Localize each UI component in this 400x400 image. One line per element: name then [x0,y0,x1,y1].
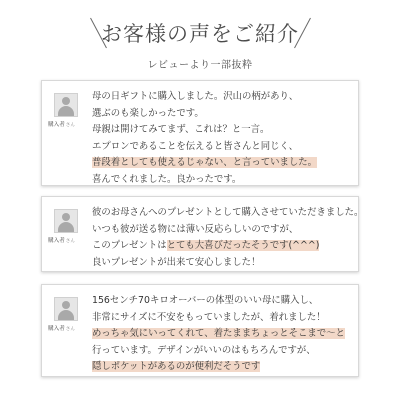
avatar-placeholder-icon [54,209,78,233]
review-line: 非常にサイズに不安をもっていましたが、着れました！ [92,311,326,323]
review-line: 母の日ギフトに購入しました。沢山の柄があり、 [92,91,299,102]
reviewer-name: 購入者さん [48,326,75,332]
review-line [92,359,352,376]
section-header [0,16,400,70]
reviewer-info [48,297,82,332]
review-line: エプロンであることを伝えると皆さんと同じく、 [92,140,299,152]
review-card [41,196,364,272]
review-card [41,284,359,377]
review-text [92,89,352,188]
review-line: 選ぶのも楽しかったです。 [92,107,204,119]
review-line: 行っています。デザインがいいのはもちろんですが、 [92,344,316,356]
section-subtitle: レビューより一部抜粋 [147,60,253,71]
review-line: 母親は開けてみてまず、これは？と一言。 [92,124,270,135]
review-line: 喜んでくれました。良かったです。 [92,173,242,185]
review-line: いつも彼が送る物には薄い反応らしいのですが、 [92,223,299,235]
avatar-placeholder-icon [54,297,78,321]
review-text [92,293,352,376]
reviewer-info [48,93,82,128]
reviewer-info [48,209,82,244]
review-text [92,205,364,271]
review-line: 彼のお母さんへのプレゼントとして購入させていただきました。 [92,207,364,218]
review-line: 良いプレゼントが出来て安心しました！ [92,256,261,268]
review-line: このプレゼントはとても大喜びだったそうです(^^^) [92,240,320,251]
highlighted-text: とても大喜びだったそうです(^^^) [166,240,320,251]
reviewer-name: 購入者さん [48,122,75,128]
reviewer-name: 購入者さん [48,238,75,244]
highlighted-text: 普段着としても使えるじゃない、と言っていました。 [92,157,318,168]
review-card [41,80,359,186]
highlighted-text: 隠しポケットがあるのが便利だそうです [92,361,261,372]
review-line [92,326,352,343]
review-line: 156センチ70キロオーバーの体型のいい母に購入し、 [92,295,319,306]
review-line [92,155,352,172]
highlighted-text: めっちゃ気にいってくれて、着たままちょっとそこまで〜と [92,328,345,339]
section-title: お客様の声をご紹介 [101,22,299,46]
avatar-placeholder-icon [54,93,78,117]
